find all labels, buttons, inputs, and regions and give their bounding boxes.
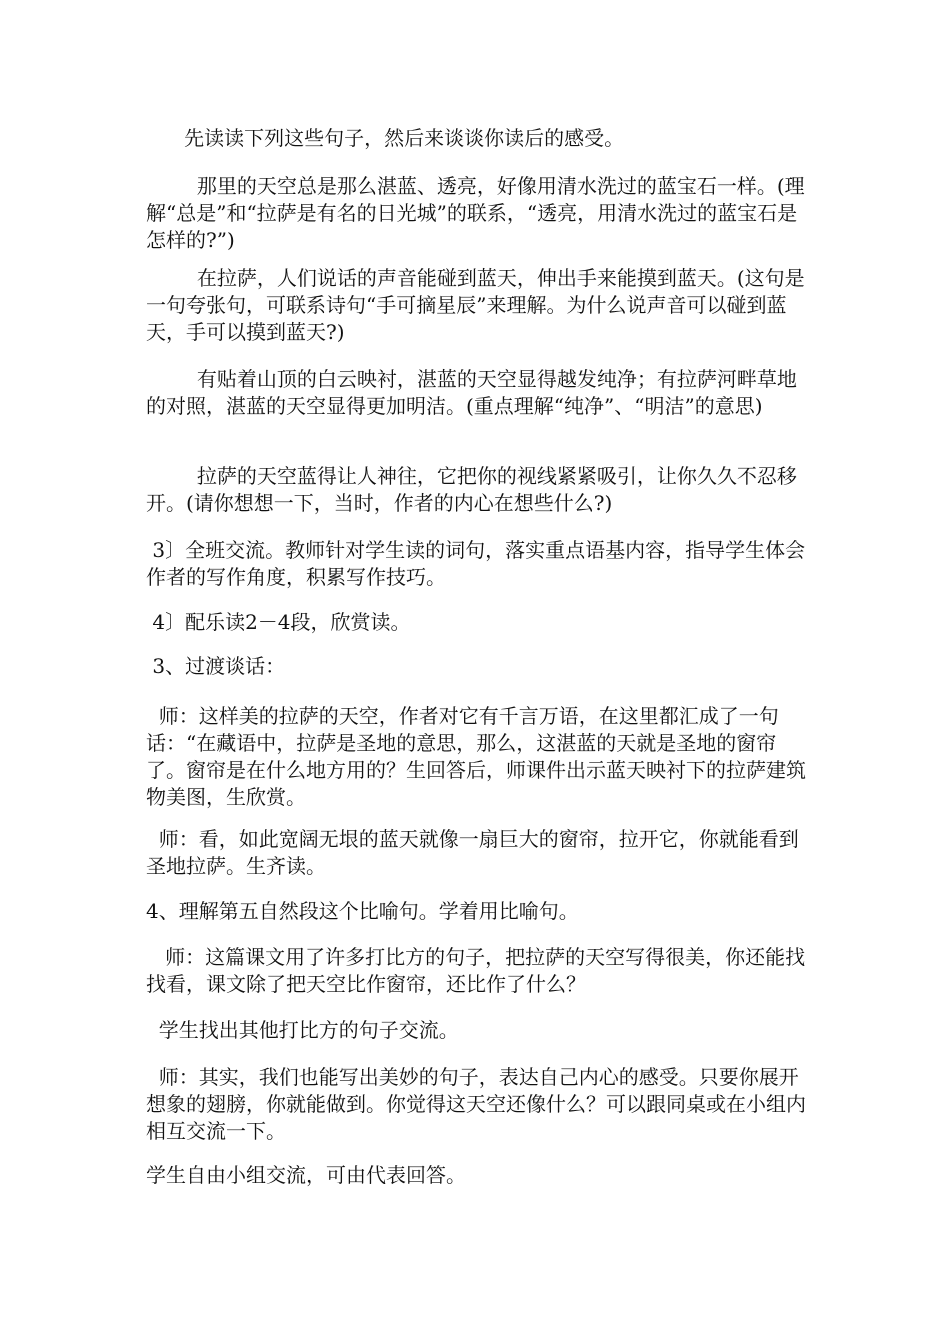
paragraph-teacher-3: 师：这篇课文用了许多打比方的句子，把拉萨的天空写得很美，你还能找找看，课文除了把天空比作窗帘，还比作了什么？	[146, 945, 806, 996]
paragraph-section-4-heading: 4、理解第五自然段这个比喻句。学着用比喻句。	[146, 899, 579, 923]
paragraph-step-3: 3〕全班交流。教师针对学生读的词句，落实重点语基内容，指导学生体会作者的写作角度，积累写作技巧。	[146, 538, 806, 589]
paragraph-sentence-4: 拉萨的天空蓝得让人神往，它把你的视线紧紧吸引，让你久久不忍移开。(请你想想一下，当时，作者的内心在想些什么?)	[146, 464, 797, 515]
paragraph-teacher-4: 师：其实，我们也能写出美妙的句子，表达自己内心的感受。只要你展开想象的翅膀，你就能做到。你觉得这天空还像什么？可以跟同桌或在小组内相互交流一下。	[146, 1065, 806, 1143]
paragraph-sentence-1: 那里的天空总是那么湛蓝、透亮，好像用清水洗过的蓝宝石一样。(理解“总是”和“拉萨是有名的日光城”的联系，“透亮，用清水洗过的蓝宝石是怎样的?”)	[146, 174, 805, 252]
paragraph-section-3-heading: 3、过渡谈话：	[146, 654, 286, 678]
paragraph-sentence-2: 在拉萨，人们说话的声音能碰到蓝天，伸出手来能摸到蓝天。(这句是一句夸张句，可联系诗句“手可摘星辰”来理解。为什么说声音可以碰到蓝天，手可以摸到蓝天?)	[146, 266, 805, 344]
paragraph-intro: 先读读下列这些句子，然后来谈谈你读后的感受。	[146, 126, 625, 150]
paragraph-teacher-1: 师：这样美的拉萨的天空，作者对它有千言万语，在这里都汇成了一句话：“在藏语中，拉萨是圣地的意思，那么，这湛蓝的天就是圣地的窗帘了。窗帘是在什么地方用的？生回答后，师课件出示蓝天映衬下的拉萨建筑物美图，生欣赏。	[146, 704, 806, 809]
paragraph-students-1: 学生找出其他打比方的句子交流。	[146, 1018, 459, 1042]
paragraph-students-2: 学生自由小组交流，可由代表回答。	[146, 1163, 466, 1187]
paragraph-teacher-2: 师：看，如此宽阔无垠的蓝天就像一扇巨大的窗帘，拉开它，你就能看到圣地拉萨。生齐读。	[146, 827, 799, 878]
paragraph-sentence-3: 有贴着山顶的白云映衬，湛蓝的天空显得越发纯净；有拉萨河畔草地的对照，湛蓝的天空显得更加明洁。(重点理解“纯净”、“明洁”的意思)	[146, 367, 797, 418]
paragraph-step-4: 4〕配乐读2－4段，欣赏读。	[146, 610, 411, 634]
